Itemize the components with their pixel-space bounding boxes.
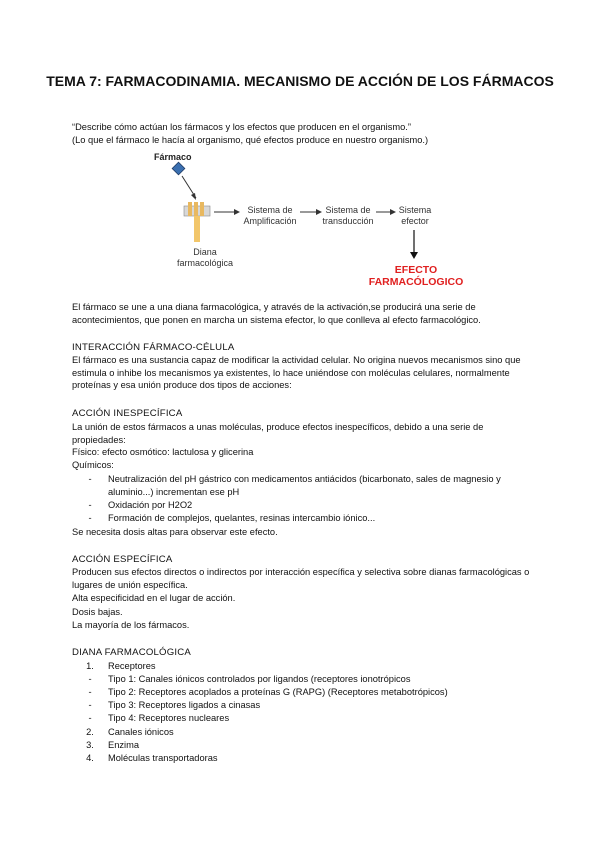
quimicos-line: Químicos: bbox=[72, 460, 114, 470]
definition-note: (Lo que el fármaco le hacía al organismo, qué efectos produce en nuestro organismo.) bbox=[72, 135, 429, 145]
inespecifica-paragraph: La unión de estos fármacos a unas moléculas, produce efectos inespecíficos, debido a una serie de propiedades: bbox=[72, 422, 484, 445]
list-item: - Tipo 1: Canales iónicos controlados por ligandos (receptores ionotrópicos bbox=[88, 674, 411, 684]
especifica-line: Alta especificidad en el lugar de acción. bbox=[72, 593, 236, 603]
list-item: - Tipo 3: Receptores ligados a cinasas bbox=[88, 700, 261, 710]
effector-label: Sistema efector bbox=[398, 205, 432, 226]
list-item: - Neutralización del pH gástrico con medicamentos antiácidos (bicarbonato, sales de magnesio y aluminio...) incrementan ese pH bbox=[88, 474, 501, 497]
effect-label: EFECTO FARMACÓLOGICO bbox=[368, 264, 464, 288]
especifica-line: La mayoría de los fármacos. bbox=[72, 620, 190, 630]
heading-interaccion: INTERACCIÓN FÁRMACO-CÉLULA bbox=[72, 342, 235, 353]
receptor-icon bbox=[194, 216, 200, 242]
numbered-item: 4. Moléculas transportadoras bbox=[86, 753, 218, 763]
amplification-label: Sistema de Amplificación bbox=[243, 205, 297, 226]
list-item: - Formación de complejos, quelantes, resinas intercambio iónico... bbox=[88, 513, 376, 523]
transduction-label: Sistema de transducción bbox=[322, 205, 374, 226]
heading-inespecifica: ACCIÓN INESPECÍFICA bbox=[72, 408, 183, 419]
target-label: Diana farmacológica bbox=[176, 247, 234, 268]
list-item: - Oxidación por H2O2 bbox=[88, 500, 193, 510]
drug-label: Fármaco bbox=[154, 152, 192, 162]
heading-especifica: ACCIÓN ESPECÍFICA bbox=[72, 554, 173, 565]
numbered-item: 3. Enzima bbox=[86, 740, 140, 750]
heading-diana: DIANA FARMACOLÓGICA bbox=[72, 647, 191, 658]
numbered-item: 1. Receptores bbox=[86, 661, 156, 671]
especifica-line: Producen sus efectos directos o indirectos por interacción específica y selectiva sobre dianas farmacológicas o lugares de unión específica. bbox=[72, 567, 530, 590]
list-item: - Tipo 4: Receptores nucleares bbox=[88, 713, 230, 723]
summary-paragraph: El fármaco se une a una diana farmacológica, y através de la activación,se producirá una serie de acontecimientos, que ponen en marcha un sistema efector, lo que conlleva al efecto farmacológico. bbox=[72, 302, 481, 325]
list-item: - Tipo 2: Receptores acoplados a proteínas G (RAPG) (Receptores metabotrópicos) bbox=[88, 687, 448, 697]
definition-quote: “Describe cómo actúan los fármacos y los efectos que producen en el organismo.” bbox=[72, 122, 411, 132]
inespecifica-closing: Se necesita dosis altas para observar este efecto. bbox=[72, 527, 278, 537]
interaccion-paragraph: El fármaco es una sustancia capaz de modificar la actividad celular. No origina nuevos mecanismos sino que estimula o inhibe los mecanismos ya existentes, lo hace uniéndose con moléculas celulares, normalmente proteínas y esa unión produce dos tipos de acciones: bbox=[72, 355, 521, 391]
especifica-line: Dosis bajas. bbox=[72, 607, 123, 617]
numbered-item: 2. Canales iónicos bbox=[86, 727, 174, 737]
page-title: TEMA 7: FARMACODINAMIA. MECANISMO DE ACCIÓN DE LOS FÁRMACOS bbox=[46, 73, 554, 89]
fisico-line: Físico: efecto osmótico: lactulosa y glicerina bbox=[72, 447, 254, 457]
drug-molecule-icon bbox=[172, 162, 185, 175]
mechanism-diagram bbox=[150, 150, 480, 300]
